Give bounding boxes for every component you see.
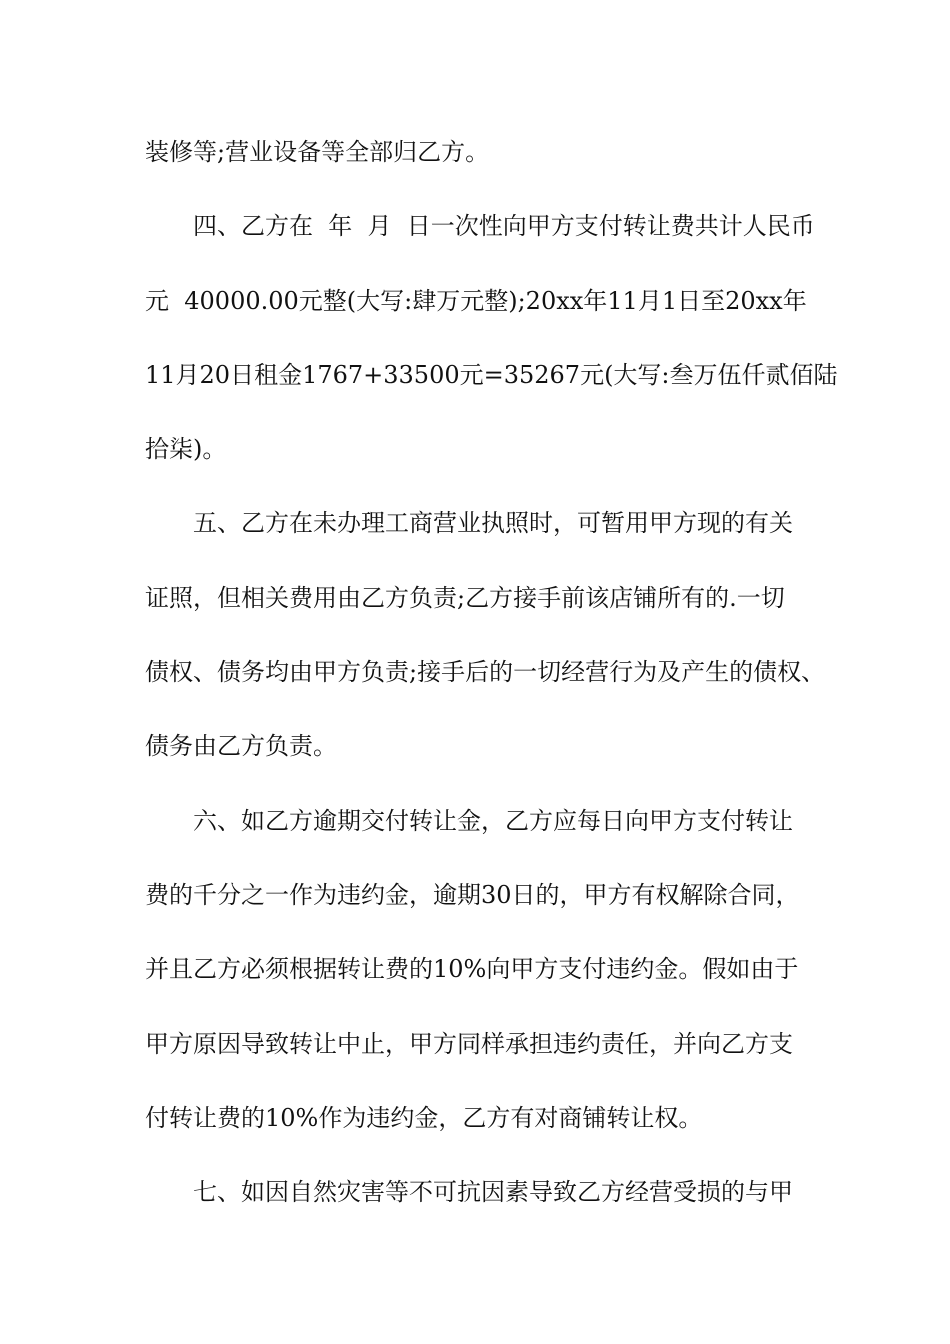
text-line: 元 40000.00元整(大写:肆万元整);20xx年11月1日至20xx年 bbox=[145, 287, 807, 315]
text-line: 四、乙方在 年 月 日一次性向甲方支付转让费共计人民币 bbox=[193, 212, 815, 240]
text-line: 11月20日租金1767+33500元=35267元(大写:叁万伍仟贰佰陆 bbox=[145, 361, 838, 389]
text-line: 并且乙方必须根据转让费的10%向甲方支付违约金。假如由于 bbox=[145, 955, 799, 983]
text-line: 债权、债务均由甲方负责;接手后的一切经营行为及产生的债权、 bbox=[145, 658, 826, 686]
text-line: 五、乙方在未办理工商营业执照时，可暂用甲方现的有关 bbox=[193, 509, 793, 537]
text-line: 六、如乙方逾期交付转让金，乙方应每日向甲方支付转让 bbox=[193, 807, 793, 835]
text-line: 债务由乙方负责。 bbox=[145, 732, 337, 760]
text-line: 费的千分之一作为违约金，逾期30日的，甲方有权解除合同， bbox=[145, 881, 800, 909]
text-line: 付转让费的10%作为违约金，乙方有对商铺转让权。 bbox=[145, 1104, 703, 1132]
text-line: 装修等;营业设备等全部归乙方。 bbox=[145, 138, 490, 166]
text-line: 证照，但相关费用由乙方负责;乙方接手前该店铺所有的.一切 bbox=[145, 584, 785, 612]
text-line: 七、如因自然灾害等不可抗因素导致乙方经营受损的与甲 bbox=[193, 1178, 793, 1206]
text-line: 拾柒)。 bbox=[145, 435, 227, 463]
text-line: 甲方原因导致转让中止，甲方同样承担违约责任，并向乙方支 bbox=[145, 1030, 793, 1058]
